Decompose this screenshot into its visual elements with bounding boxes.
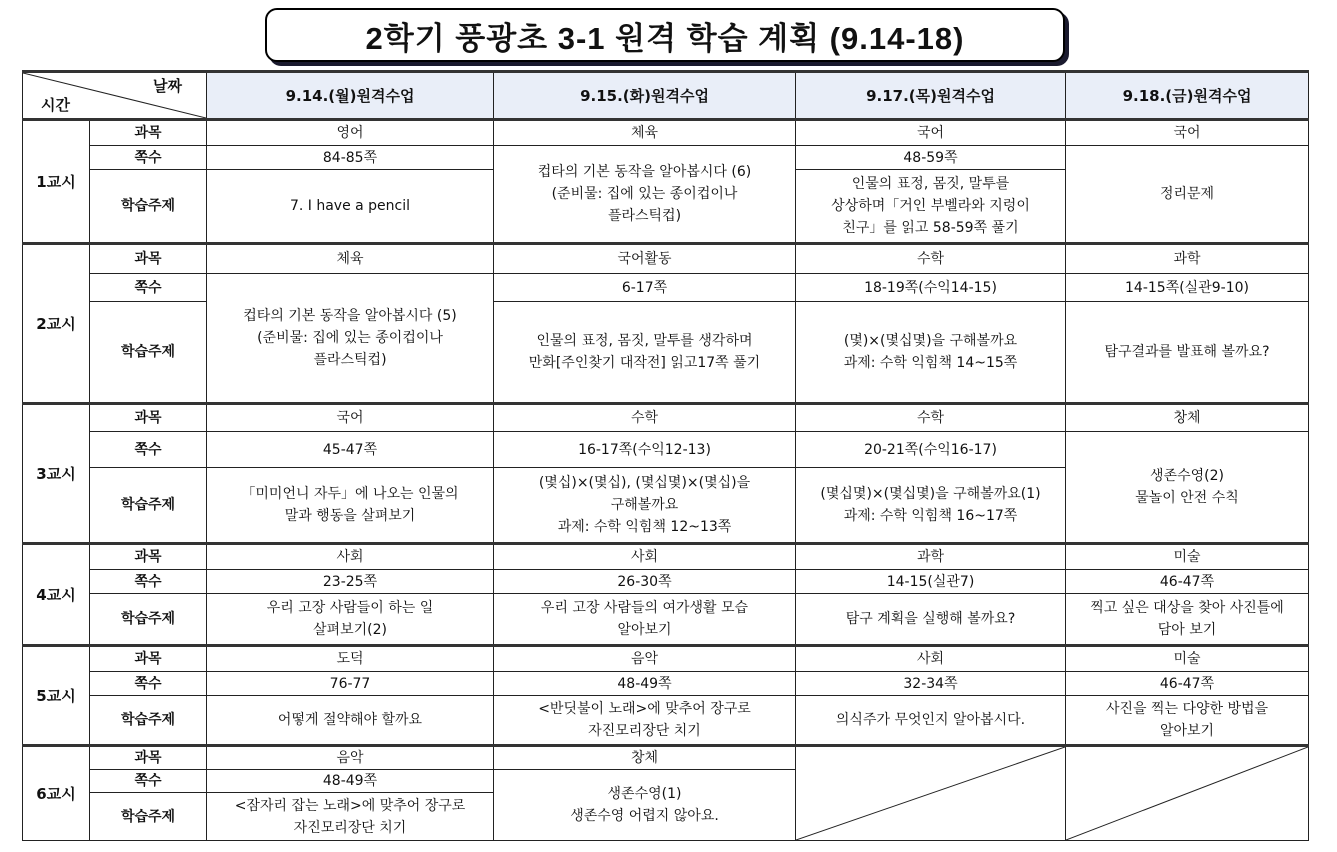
subject-cell: 체육 bbox=[207, 244, 494, 274]
text-line: 알아보기 bbox=[617, 622, 672, 638]
topic-cell bbox=[494, 594, 796, 646]
period-3-pages-row bbox=[23, 432, 1309, 468]
period-2-subject-row bbox=[23, 244, 1309, 274]
text-line: 찍고 싶은 대상을 찾아 사진틀에 bbox=[1090, 600, 1284, 616]
topic-cell bbox=[494, 468, 796, 544]
text-line: 자진모리장단 치기 bbox=[588, 723, 701, 739]
topic-cell bbox=[796, 468, 1066, 544]
header-corner-cell bbox=[23, 72, 207, 120]
subject-cell: 국어 bbox=[1066, 120, 1309, 146]
empty-slashed-cell bbox=[1066, 746, 1309, 841]
row-label-subject: 과목 bbox=[90, 120, 207, 146]
row-label-subject: 과목 bbox=[90, 244, 207, 274]
row-label-subject: 과목 bbox=[90, 746, 207, 770]
subject-cell: 국어활동 bbox=[494, 244, 796, 274]
row-label-pages: 쪽수 bbox=[90, 432, 207, 468]
row-label-subject: 과목 bbox=[90, 544, 207, 570]
text-line: 플라스틱컵) bbox=[313, 352, 387, 368]
text-line: 정리문제 bbox=[1159, 186, 1215, 202]
text-line: 탐구결과를 발표해 볼까요? bbox=[1104, 344, 1270, 360]
text-line: (몇십몇)×(몇십몇)을 구해볼까요(1) bbox=[820, 486, 1041, 502]
row-label-subject: 과목 bbox=[90, 404, 207, 432]
text-line: 어떻게 절약해야 할까요 bbox=[277, 712, 423, 728]
schedule-table bbox=[22, 70, 1309, 841]
corner-date-label: 날짜 bbox=[153, 77, 182, 95]
subject-cell: 미술 bbox=[1066, 544, 1309, 570]
topic-cell bbox=[207, 274, 494, 404]
period-label: 4교시 bbox=[23, 544, 90, 646]
period-5-pages-row bbox=[23, 672, 1309, 696]
cell-diagonal bbox=[1066, 747, 1308, 840]
text-line: 인물의 표정, 몸짓, 말투를 bbox=[851, 176, 1010, 192]
topic-cell bbox=[494, 302, 796, 404]
pages-cell: 18-19쪽(수익14-15) bbox=[796, 274, 1066, 302]
text-line: 컵타의 기본 동작을 알아봅시다 (6) bbox=[537, 164, 752, 180]
pages-cell: 14-15(실관7) bbox=[796, 570, 1066, 594]
row-label-topic: 학습주제 bbox=[90, 302, 207, 404]
pages-cell: 84-85쪽 bbox=[207, 146, 494, 170]
subject-cell: 도덕 bbox=[207, 646, 494, 672]
pages-cell: 23-25쪽 bbox=[207, 570, 494, 594]
period-3-subject-row bbox=[23, 404, 1309, 432]
text-line: 우리 고장 사람들이 하는 일 bbox=[266, 600, 434, 616]
text-line: 생존수영 어렵지 않아요. bbox=[570, 808, 719, 824]
title-box bbox=[265, 8, 1065, 62]
pages-cell: 45-47쪽 bbox=[207, 432, 494, 468]
text-line: 만화[주인찾기 대작전] 읽고17쪽 풀기 bbox=[528, 355, 761, 371]
subject-cell: 국어 bbox=[796, 120, 1066, 146]
subject-cell: 음악 bbox=[494, 646, 796, 672]
period-label: 1교시 bbox=[23, 120, 90, 244]
subject-cell: 수학 bbox=[796, 404, 1066, 432]
row-label-topic: 학습주제 bbox=[90, 594, 207, 646]
text-line: <잠자리 잡는 노래>에 맞추어 장구로 bbox=[234, 797, 466, 814]
pages-cell: 20-21쪽(수익16-17) bbox=[796, 432, 1066, 468]
topic-cell bbox=[1066, 696, 1309, 746]
period-2-pages-row bbox=[23, 274, 1309, 302]
topic-cell bbox=[796, 696, 1066, 746]
period-5-topic-row bbox=[23, 696, 1309, 746]
pages-cell: 46-47쪽 bbox=[1066, 570, 1309, 594]
header-row bbox=[23, 72, 1309, 120]
row-label-topic: 학습주제 bbox=[90, 468, 207, 544]
text-line: 인물의 표정, 몸짓, 말투를 생각하며 bbox=[536, 333, 753, 349]
subject-cell: 과학 bbox=[796, 544, 1066, 570]
pages-cell: 26-30쪽 bbox=[494, 570, 796, 594]
text-line: 살펴보기(2) bbox=[313, 622, 387, 638]
cell-diagonal bbox=[796, 747, 1065, 840]
pages-cell: 32-34쪽 bbox=[796, 672, 1066, 696]
pages-cell: 48-49쪽 bbox=[494, 672, 796, 696]
period-4-subject-row bbox=[23, 544, 1309, 570]
topic-cell bbox=[1066, 432, 1309, 544]
subject-cell: 수학 bbox=[796, 244, 1066, 274]
text-line: <반딧불이 노래>에 맞추어 장구로 bbox=[538, 701, 751, 717]
pages-cell: 46-47쪽 bbox=[1066, 672, 1309, 696]
text-line: 말과 행동을 살펴보기 bbox=[284, 508, 416, 524]
text-line: 생존수영(2) bbox=[1150, 468, 1224, 484]
topic-cell bbox=[796, 302, 1066, 404]
text-line: 물놀이 안전 수칙 bbox=[1135, 490, 1239, 506]
day-header: 9.15.(화)원격수업 bbox=[494, 72, 796, 120]
day-header: 9.14.(월)원격수업 bbox=[207, 72, 494, 120]
period-1-pages-row bbox=[23, 146, 1309, 170]
text-line: 상상하며「거인 부벨라와 지렁이 bbox=[831, 198, 1030, 214]
day-header: 9.18.(금)원격수업 bbox=[1066, 72, 1309, 120]
topic-cell bbox=[207, 170, 494, 244]
subject-cell: 사회 bbox=[494, 544, 796, 570]
text-line: (몇)×(몇십몇)을 구해볼까요 bbox=[843, 333, 1018, 349]
row-label-pages: 쪽수 bbox=[90, 672, 207, 696]
topic-cell bbox=[494, 770, 796, 841]
topic-cell bbox=[494, 146, 796, 244]
row-label-subject: 과목 bbox=[90, 646, 207, 672]
subject-cell: 창체 bbox=[494, 746, 796, 770]
text-line: 사진을 찍는 다양한 방법을 bbox=[1105, 701, 1269, 717]
text-line: 탐구 계획을 실행해 볼까요? bbox=[845, 611, 1016, 627]
period-label: 3교시 bbox=[23, 404, 90, 544]
page-title: 2학기 풍광초 3-1 원격 학습 계획 (9.14-18) bbox=[365, 20, 965, 56]
row-label-topic: 학습주제 bbox=[90, 696, 207, 746]
topic-cell bbox=[1066, 146, 1309, 244]
subject-cell: 국어 bbox=[207, 404, 494, 432]
subject-cell: 수학 bbox=[494, 404, 796, 432]
row-label-pages: 쪽수 bbox=[90, 570, 207, 594]
text-line: 담아 보기 bbox=[1157, 622, 1217, 638]
period-4-topic-row bbox=[23, 594, 1309, 646]
subject-cell: 음악 bbox=[207, 746, 494, 770]
topic-cell bbox=[207, 468, 494, 544]
empty-slashed-cell bbox=[796, 746, 1066, 841]
text-line: 친구」를 읽고 58-59쪽 풀기 bbox=[842, 220, 1019, 236]
topic-cell bbox=[207, 793, 494, 841]
subject-cell: 영어 bbox=[207, 120, 494, 146]
subject-cell: 창체 bbox=[1066, 404, 1309, 432]
topic-cell bbox=[796, 594, 1066, 646]
text-line: 자진모리장단 치기 bbox=[293, 819, 407, 836]
period-label: 5교시 bbox=[23, 646, 90, 746]
subject-cell: 사회 bbox=[796, 646, 1066, 672]
subject-cell: 사회 bbox=[207, 544, 494, 570]
topic-cell bbox=[494, 696, 796, 746]
subject-cell: 체육 bbox=[494, 120, 796, 146]
corner-time-label: 시간 bbox=[41, 96, 70, 114]
topic-cell bbox=[1066, 302, 1309, 404]
row-label-topic: 학습주제 bbox=[90, 793, 207, 841]
period-label: 6교시 bbox=[23, 746, 90, 841]
text-line: 생존수영(1) bbox=[607, 786, 682, 802]
pages-cell: 48-49쪽 bbox=[207, 770, 494, 793]
period-4-pages-row bbox=[23, 570, 1309, 594]
period-6-subject-row bbox=[23, 746, 1309, 770]
subject-cell: 과학 bbox=[1066, 244, 1309, 274]
text-line: 7. I have a pencil bbox=[289, 198, 411, 214]
text-line: 과제: 수학 익힘책 16~17쪽 bbox=[843, 508, 1018, 524]
pages-cell: 16-17쪽(수익12-13) bbox=[494, 432, 796, 468]
day-header: 9.17.(목)원격수업 bbox=[796, 72, 1066, 120]
text-line: (준비물: 집에 있는 종이컵이나 bbox=[551, 186, 738, 202]
text-line: 플라스틱컵) bbox=[607, 208, 682, 224]
pages-cell: 48-59쪽 bbox=[796, 146, 1066, 170]
pages-cell: 76-77 bbox=[207, 672, 494, 696]
text-line: 알아보기 bbox=[1159, 723, 1215, 739]
text-line: 「미미언니 자두」에 나오는 인물의 bbox=[241, 486, 459, 502]
period-label: 2교시 bbox=[23, 244, 90, 404]
pages-cell: 14-15쪽(실관9-10) bbox=[1066, 274, 1309, 302]
text-line: (준비물: 집에 있는 종이컵이나 bbox=[257, 330, 443, 346]
row-label-pages: 쪽수 bbox=[90, 274, 207, 302]
text-line: 의식주가 무엇인지 알아봅시다. bbox=[835, 712, 1026, 728]
topic-cell bbox=[207, 594, 494, 646]
topic-cell bbox=[796, 170, 1066, 244]
period-5-subject-row bbox=[23, 646, 1309, 672]
period-1-subject-row bbox=[23, 120, 1309, 146]
text-line: 과제: 수학 익힘책 14~15쪽 bbox=[843, 355, 1018, 371]
row-label-pages: 쪽수 bbox=[90, 146, 207, 170]
pages-cell: 6-17쪽 bbox=[494, 274, 796, 302]
topic-cell bbox=[1066, 594, 1309, 646]
row-label-pages: 쪽수 bbox=[90, 770, 207, 793]
text-line: 우리 고장 사람들의 여가생활 모습 bbox=[540, 600, 749, 616]
topic-cell bbox=[207, 696, 494, 746]
text-line: 과제: 수학 익힘책 12~13쪽 bbox=[557, 519, 732, 535]
text-line: (몇십)×(몇십), (몇십몇)×(몇십)을 bbox=[538, 475, 751, 491]
subject-cell: 미술 bbox=[1066, 646, 1309, 672]
text-line: 구해볼까요 bbox=[610, 497, 679, 513]
text-line: 컵타의 기본 동작을 알아봅시다 (5) bbox=[243, 308, 457, 324]
row-label-topic: 학습주제 bbox=[90, 170, 207, 244]
